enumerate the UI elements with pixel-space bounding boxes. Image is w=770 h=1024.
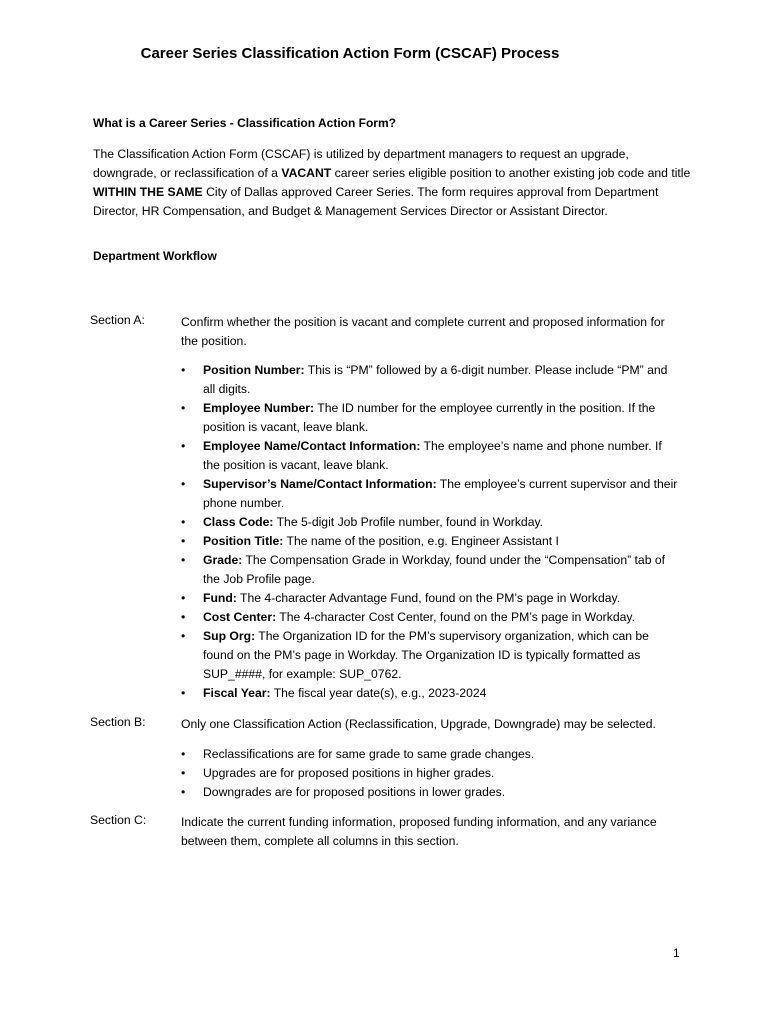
list-item	[181, 684, 681, 703]
section-b-text: Only one Classification Action (Reclassification, Upgrade, Downgrade) may be selected.	[181, 717, 656, 731]
item-desc: The Organization ID for the PM’s supervisory organization, which can be found on the PM’s page in Workday. The Organization ID is typically formatted as SUP_####, for example: SUP_0762.	[203, 629, 649, 681]
item-desc: The employee’s current supervisor and their phone number.	[203, 477, 678, 510]
item-term: Supervisor’s Name/Contact Information:	[203, 477, 437, 491]
item-desc: The 4-character Advantage Fund, found on the PM’s page in Workday.	[236, 591, 621, 605]
section-a-label: Section A:	[90, 313, 145, 327]
page-title: Career Series Classification Action Form (CSCAF) Process	[140, 45, 560, 62]
section-b-list	[181, 745, 681, 802]
item-desc: This is “PM” followed by a 6-digit number. Please include “PM” and all digits.	[203, 363, 668, 396]
section-c-label: Section C:	[90, 813, 147, 827]
item-term: Cost Center:	[203, 610, 277, 624]
section-a-list	[181, 361, 681, 703]
item-term: Fund:	[203, 591, 237, 605]
list-item	[181, 551, 681, 589]
item-term: Employee Number:	[203, 401, 315, 415]
item-desc: The Compensation Grade in Workday, found under the “Compensation” tab of the Job Profile page.	[203, 553, 666, 586]
item-desc: The name of the position, e.g. Engineer Assistant I	[283, 534, 559, 548]
item-term: Fiscal Year:	[203, 686, 271, 700]
intro-bold-vacant: VACANT	[281, 166, 332, 180]
item-term: Position Number:	[203, 363, 305, 377]
item-term: Sup Org:	[203, 629, 256, 643]
item-desc: The fiscal year date(s), e.g., 2023-2024	[270, 686, 487, 700]
section-c-text: Indicate the current funding information, proposed funding information, and any variance between them, complete all columns in this section.	[181, 815, 657, 848]
list-item	[181, 475, 681, 513]
list-item	[181, 513, 681, 532]
item-desc: The 4-character Cost Center, found on the PM’s page in Workday.	[276, 610, 635, 624]
item-desc: The ID number for the employee currently in the position. If the position is vacant, leave blank.	[203, 401, 656, 434]
list-item: • Reclassifications are for same grade to same grade changes.	[181, 745, 681, 764]
workflow-heading: Department Workflow	[93, 249, 217, 263]
item-desc: The 5-digit Job Profile number, found in Workday.	[273, 515, 544, 529]
page-number: 1	[673, 946, 680, 960]
question-heading: What is a Career Series - Classification Action Form?	[93, 116, 396, 130]
item-term: Employee Name/Contact Information:	[203, 439, 421, 453]
list-item	[181, 437, 681, 475]
section-b-label: Section B:	[90, 715, 146, 729]
list-item	[181, 532, 681, 551]
list-item: • Upgrades are for proposed positions in higher grades.	[181, 764, 681, 783]
list-item	[181, 361, 681, 399]
section-a-text: Confirm whether the position is vacant and complete current and proposed information for the position.	[181, 315, 665, 348]
item-term: Position Title:	[203, 534, 284, 548]
item-desc: The employee’s name and phone number. If the position is vacant, leave blank.	[203, 439, 662, 472]
intro-paragraph	[93, 145, 693, 221]
intro-text-2: career series eligible position to another existing job code and title	[331, 166, 691, 180]
item-term: Class Code:	[203, 515, 274, 529]
list-item: • Downgrades are for proposed positions in lower grades.	[181, 783, 681, 802]
list-item	[181, 589, 681, 608]
list-item	[181, 627, 681, 684]
list-item	[181, 608, 681, 627]
list-item	[181, 399, 681, 437]
intro-text-3: City of Dallas approved Career Series. The form requires approval from Department Director, HR Compensation, and Budget & Management Services Director or Assistant Director.	[93, 185, 659, 218]
intro-text-1: The Classification Action Form (CSCAF) is utilized by department managers to request an upgrade, downgrade, or reclassification of a	[93, 147, 629, 180]
item-term: Grade:	[203, 553, 243, 567]
intro-bold-within: WITHIN THE SAME	[93, 185, 203, 199]
